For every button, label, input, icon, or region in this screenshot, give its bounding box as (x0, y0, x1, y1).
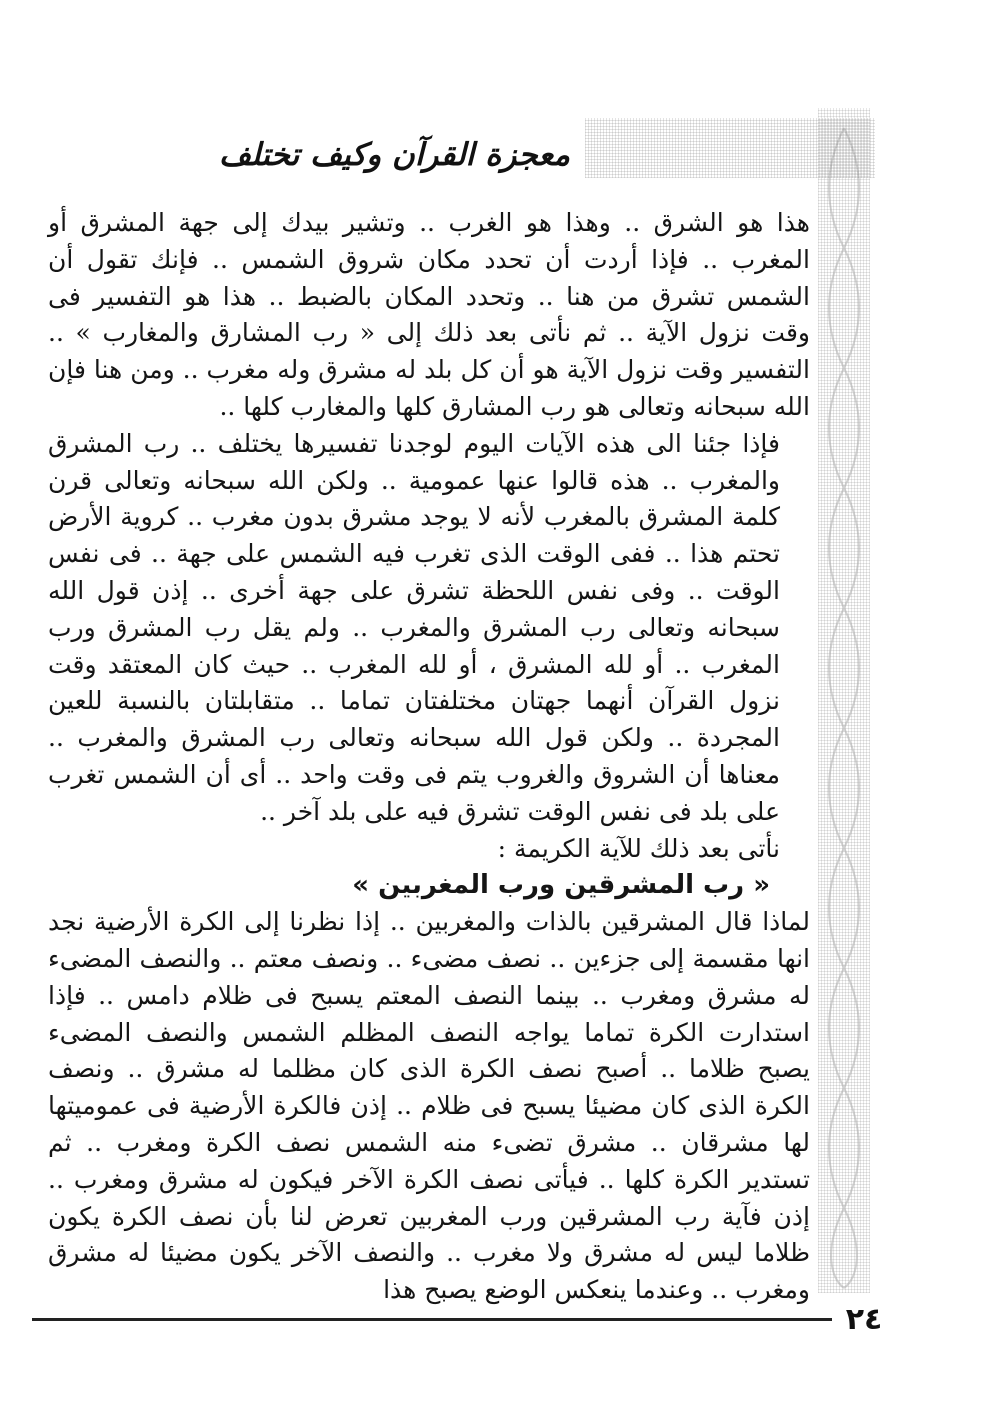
paragraph-1: هذا هو الشرق .. وهذا هو الغرب .. وتشير بيدك إلى جهة المشرق أو المغرب .. فإذا أردت أن تحدد مكان شروق الشمس .. فإنك تقول أن الشمس تشرق من هنا .. وتحدد المكان بالضبط .. هذا هو التفسير فى وقت نزول الآية .. ثم نأتى بعد ذلك إلى « رب المشارق والمغارب » .. التفسير وقت نزول الآية هو أن كل بلد له مشرق وله مغرب .. ومن هنا فإن الله سبحانه وتعالى هو رب المشارق كلها والمغارب كلها .. (48, 208, 810, 421)
body-text (48, 205, 810, 1305)
paragraph-3: نأتى بعد ذلك للآية الكريمة : (497, 833, 780, 863)
quran-verse: « رب المشرقين ورب المغربين » (352, 870, 770, 901)
paragraph-2: فإذا جئنا الى هذه الآيات اليوم لوجدنا تفسيرها يختلف .. رب المشرق والمغرب .. هذه قالوا عنها عمومية .. ولكن الله سبحانه وتعالى قرن كلمة المشرق بالمغرب لأنه لا يوجد مشرق بدون مغرب .. كروية الأرض تحتم هذا .. ففى الوقت الذى تغرب فيه الشمس على جهة .. فى نفس الوقت .. وفى نفس اللحظة تشرق على جهة أخرى .. إذن قول الله سبحانه وتعالى رب المشرق والمغرب .. ولم يقل رب المشرق ورب المغرب .. أو لله المشرق ، أو لله المغرب .. حيث كان المعتقد وقت نزول القرآن أنهما جهتان مختلفتان تماما .. متقابلتان بالنسبة للعين المجردة .. ولكن قول الله سبحانه وتعالى رب المشرق والمغرب .. معناها أن الشروق والغروب يتم فى وقت واحد .. أى أن الشمس تغرب على بلد فى نفس الوقت تشرق فيه على بلد آخر .. (48, 428, 780, 826)
page-number: ٢٤ (845, 1302, 883, 1337)
paragraph-4: لماذا قال المشرقين بالذات والمغربين .. إذا نظرنا إلى الكرة الأرضية نجد انها مقسمة إلى جزءين .. نصف مضىء .. ونصف معتم .. والنصف المضىء له مشرق ومغرب .. بينما النصف المعتم يسبح فى ظلام دامس .. فإذا استدارت الكرة تماما يواجه النصف المظلم الشمس والنصف المضىء يصبح ظلاما .. أصبح نصف الكرة الذى كان مظلما له مشرق .. ونصف الكرة الذى كان مضيئا يسبح فى ظلام .. إذن فالكرة الأرضية فى عموميتها لها مشرقان .. مشرق تضىء منه الشمس نصف الكرة ومغرب .. ثم تستدير الكرة كلها .. فيأتى نصف الكرة الآخر فيكون له مشرق ومغرب .. إذن فآية رب المشرقين ورب المغربين تعرض لنا بأن نصف الكرة يكون ظلاما ليس له مشرق ولا مغرب .. والنصف الآخر يكون مضيئا له مشرق ومغرب .. وعندما ينعكس الوضع يصبح هذا (48, 907, 810, 1305)
side-border-ornament (818, 108, 870, 1293)
chapter-title: معجزة القرآن وكيف تختلف (218, 137, 570, 173)
footer-rule (32, 1318, 832, 1321)
border-pattern (818, 108, 870, 1293)
